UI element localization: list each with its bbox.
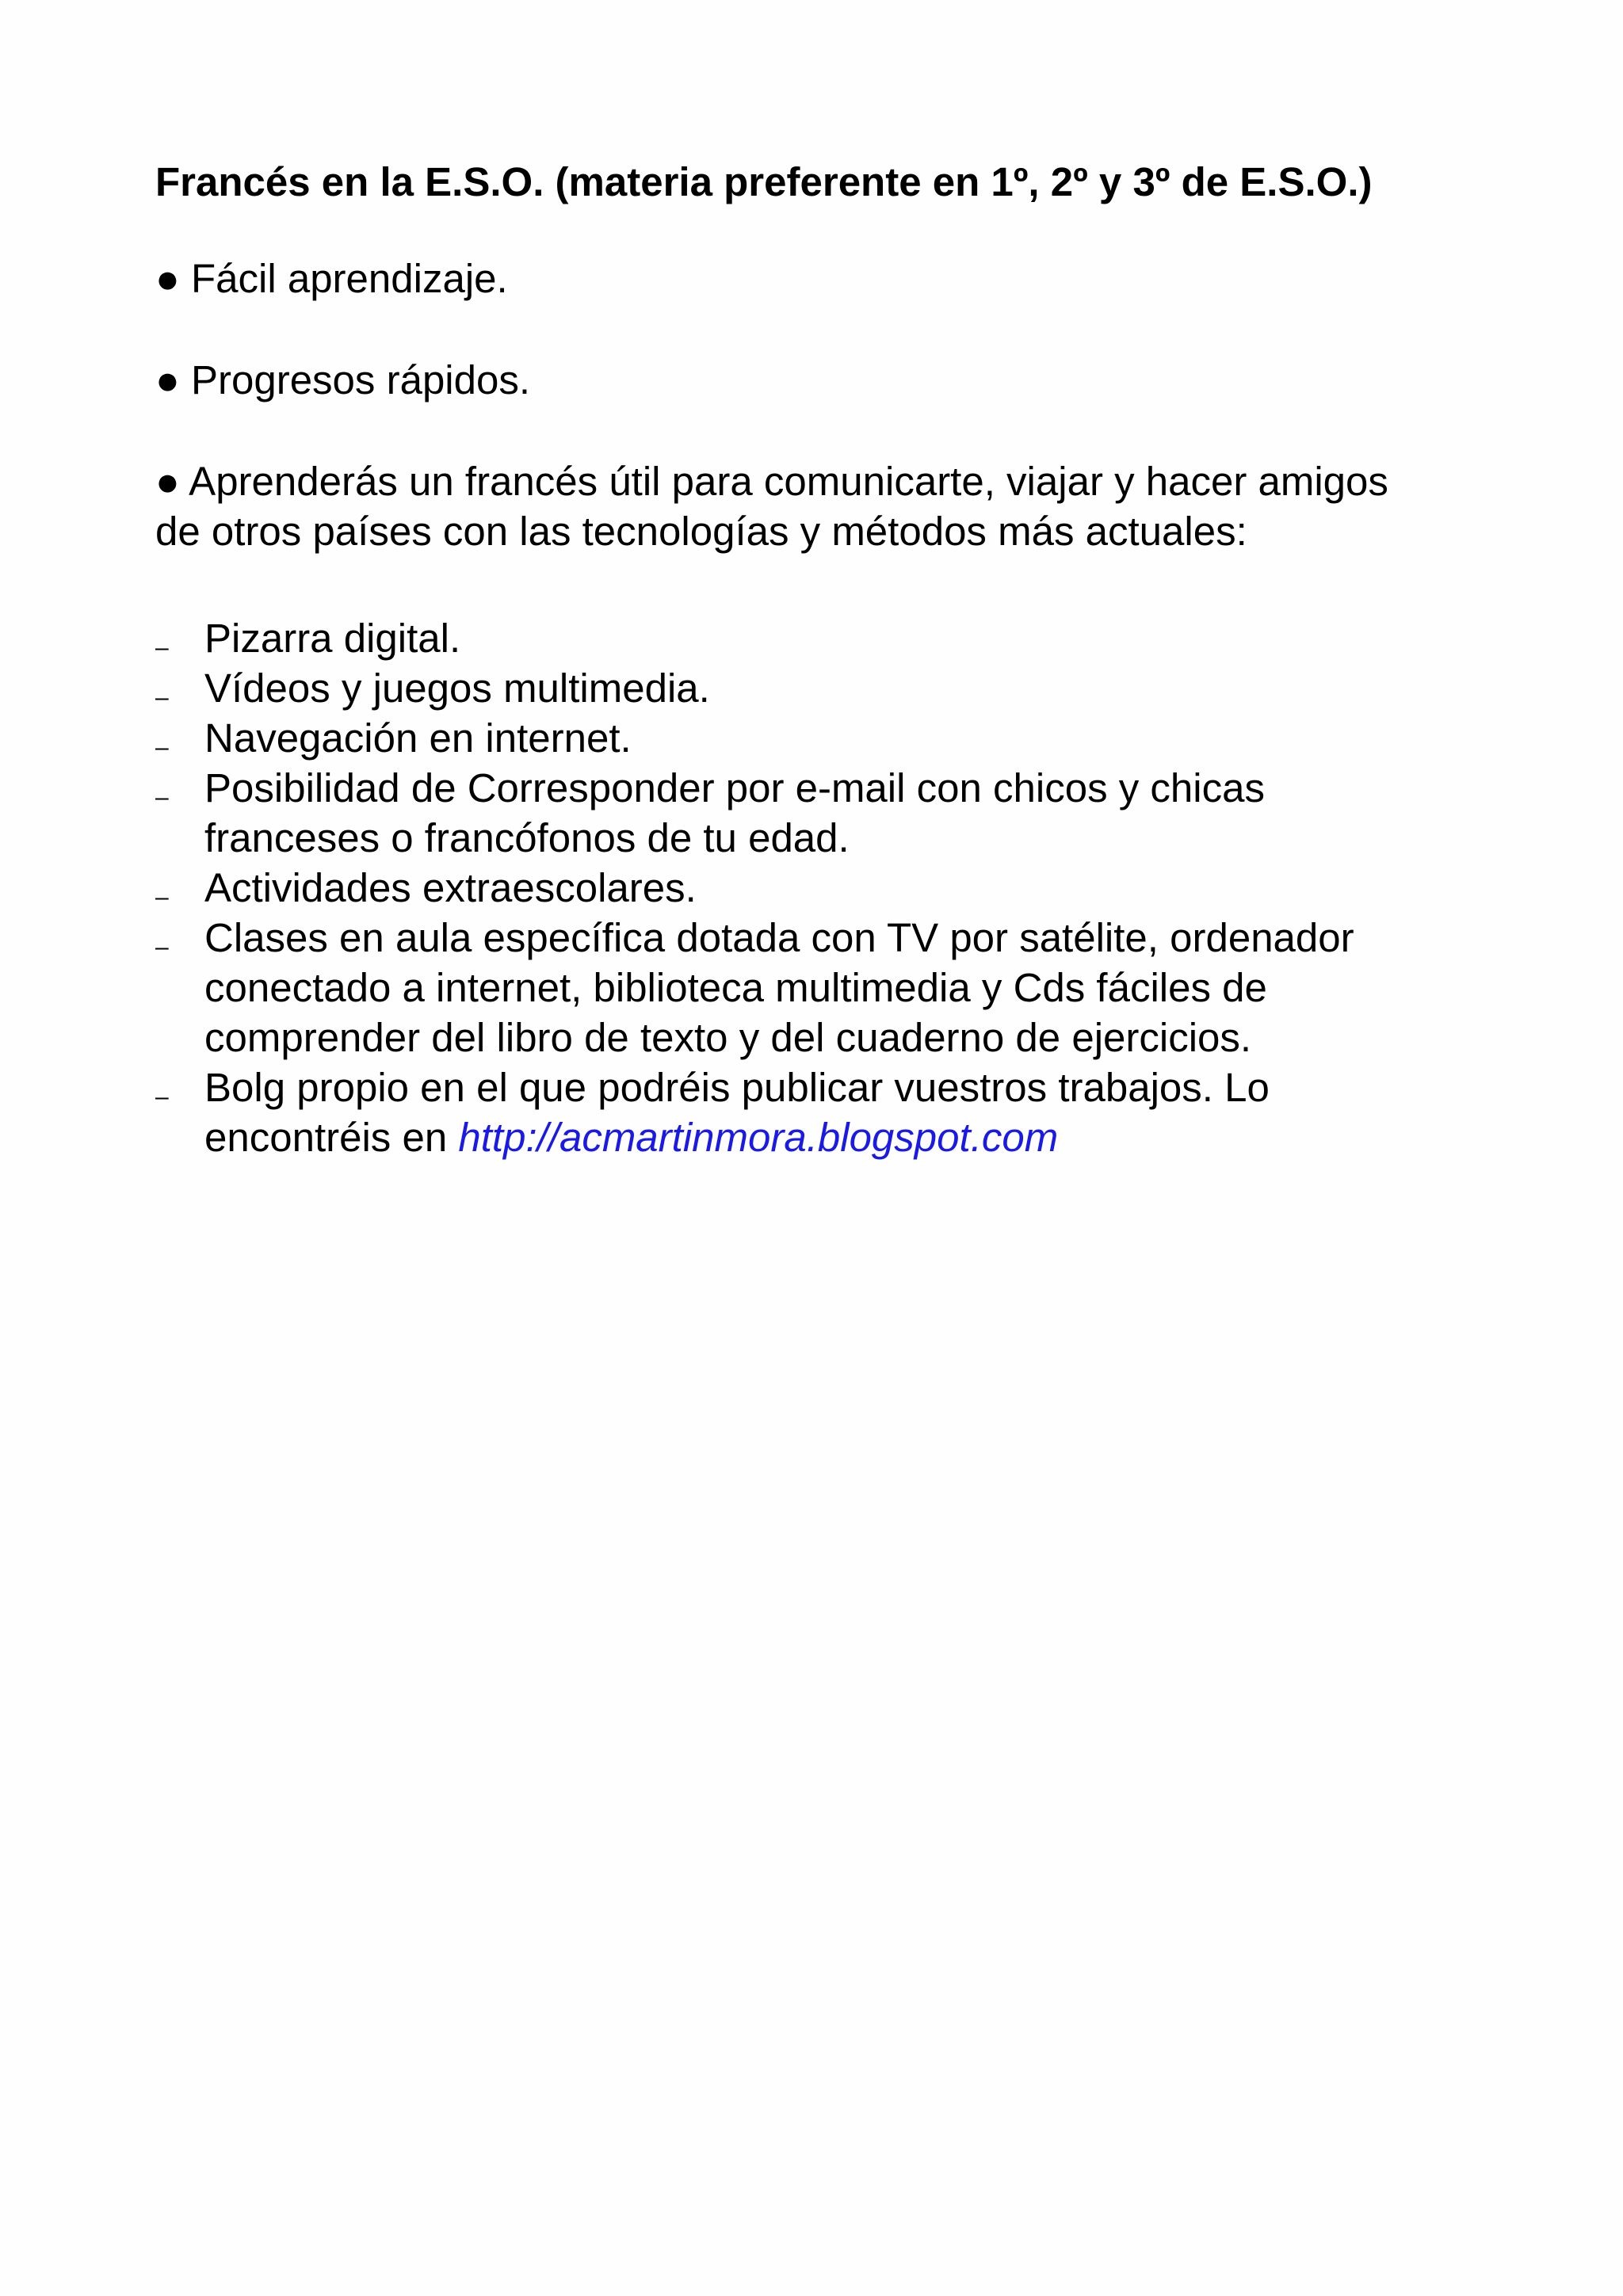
list-item xyxy=(155,763,1566,863)
list-item-text: Actividades extraescolares. xyxy=(204,865,697,910)
bullet-line: de otros países con las tecnologías y métodos más actuales: xyxy=(155,509,1247,554)
list-item-text: Navegación en internet. xyxy=(204,715,632,761)
page-title: Francés en la E.S.O. (materia preferente en 1º, 2º y 3º de E.S.O.) xyxy=(155,159,1373,204)
dash-marker: – xyxy=(155,884,169,910)
bullet-marker: ● xyxy=(155,256,180,301)
dash-marker: – xyxy=(155,784,169,810)
bullet-line xyxy=(155,254,1566,303)
blog-link[interactable]: http://acmartinmora.blogspot.com xyxy=(458,1115,1059,1160)
dash-marker: – xyxy=(155,685,169,711)
bullet-line xyxy=(155,456,1566,506)
list-item xyxy=(155,863,1566,913)
dash-marker: – xyxy=(155,1084,169,1110)
bullet-text: Progresos rápidos. xyxy=(190,357,531,402)
list-item-text: Clases en aula específica dotada con TV por satélite, ordenador xyxy=(204,915,1354,960)
list-item xyxy=(155,663,1566,713)
bullet-paragraph xyxy=(155,355,1566,405)
list-item xyxy=(155,913,1566,1062)
list-item-text: franceses o francófonos de tu edad. xyxy=(204,815,850,860)
list-item-text: Vídeos y juegos multimedia. xyxy=(204,666,710,711)
link-prefix-text: encontréis en xyxy=(204,1115,459,1160)
list-item-text: Bolg propio en el que podréis publicar vuestros trabajos. Lo xyxy=(204,1065,1270,1110)
list-item-text: comprender del libro de texto y del cuaderno de ejercicios. xyxy=(204,1015,1252,1060)
list-item xyxy=(155,1062,1566,1162)
bullet-marker: ● xyxy=(155,459,180,504)
dash-marker: – xyxy=(155,934,169,960)
list-item xyxy=(155,613,1566,663)
bullet-line xyxy=(155,355,1566,405)
bullet-paragraph xyxy=(155,456,1566,556)
list-item xyxy=(155,713,1566,763)
list-item-text: conectado a internet, biblioteca multimedia y Cds fáciles de xyxy=(204,965,1267,1010)
list-item-text: Posibilidad de Corresponder por e-mail con chicos y chicas xyxy=(204,765,1265,810)
bullet-marker: ● xyxy=(155,357,180,402)
bullet-text: Aprenderás un francés útil para comunicarte, viajar y hacer amigos xyxy=(189,459,1388,504)
dash-marker: – xyxy=(155,635,169,661)
bullet-paragraph xyxy=(155,254,1566,303)
feature-list xyxy=(155,613,1566,1162)
bullet-text: Fácil aprendizaje. xyxy=(190,256,508,301)
list-item-text xyxy=(204,1112,1566,1162)
dash-marker: – xyxy=(155,734,169,761)
list-item-text: Pizarra digital. xyxy=(204,616,461,661)
